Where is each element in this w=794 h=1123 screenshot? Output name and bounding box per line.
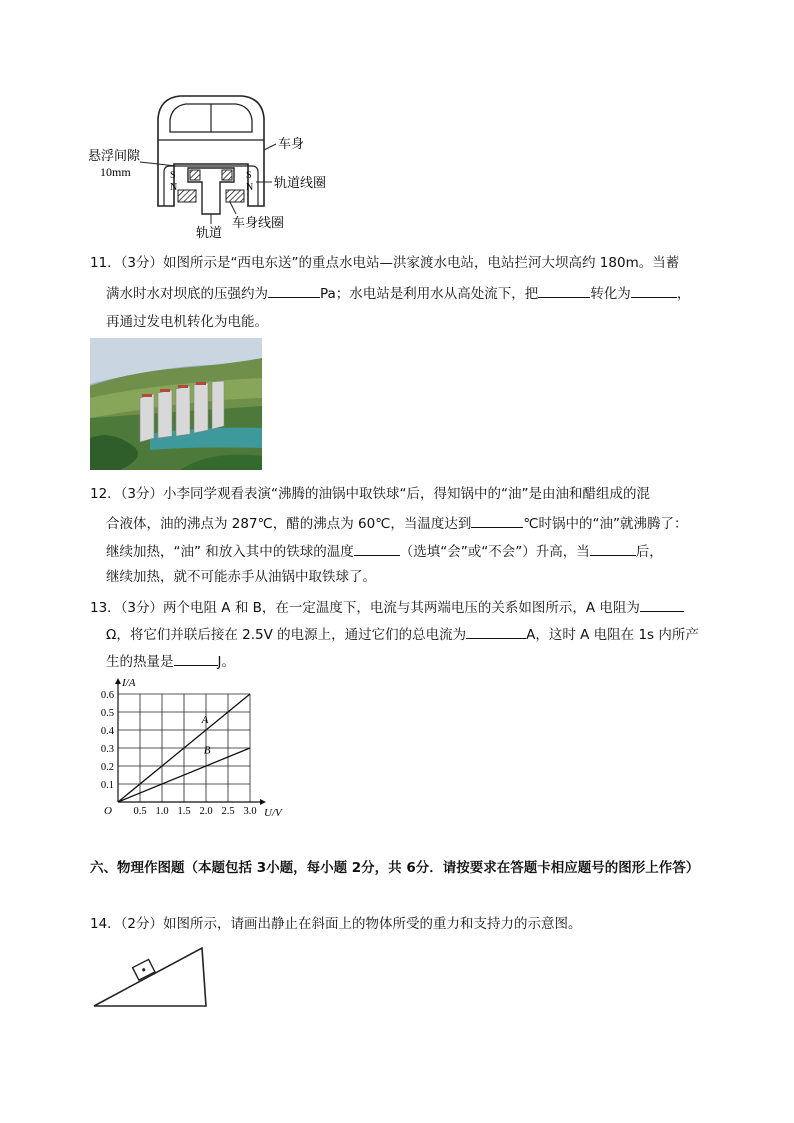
q13-text-d: 生的热量是: [106, 654, 174, 670]
body-coil-label: 车身线圈: [232, 216, 285, 231]
gap-label: 悬浮间隙: [88, 149, 141, 164]
x-tick-3: 2.0: [199, 806, 213, 817]
q12-line4: 继续加热，就不可能赤手从油锅中取铁球了。: [106, 569, 376, 585]
track-coil-label: 轨道线圈: [274, 176, 327, 191]
q12-text-e: 后，: [635, 544, 663, 560]
x-tick-2: 1.5: [177, 806, 191, 817]
q11-text-a: 满水时水对坝底的压强约为: [106, 286, 268, 302]
q11-line1: 11．（3分）如图所示是“西电东送”的重点水电站—洪家渡水电站，电站拦河大坝高约 180m。当蓄: [90, 255, 680, 271]
q13-text-a: 13．（3分）两个电阻 A 和 B，在一定温度下，电流与其两端电压的关系如图所示，A 电阻为: [90, 600, 640, 616]
x-axis-label: U/V: [264, 807, 282, 819]
q12-blank-rise[interactable]: [354, 541, 400, 556]
q14-line1: 14．（2分）如图所示，请画出静止在斜面上的物体所受的重力和支持力的示意图。: [90, 916, 582, 932]
series-label-B: B: [203, 744, 211, 757]
q13-blank-heat[interactable]: [174, 651, 218, 666]
q13-text-c: A，这时 A 电阻在 1s 内所产: [526, 627, 699, 643]
body-label: 车身: [278, 137, 305, 152]
q13-line1: [90, 597, 684, 618]
x-tick-5: 3.0: [243, 806, 257, 817]
q13-text-b: Ω，将它们并联后接在 2.5V 的电源上，通过它们的总电流为: [106, 627, 467, 643]
q12-line2: [106, 513, 688, 534]
magnet-n-left: N: [170, 182, 178, 193]
dam-photo: [90, 338, 262, 470]
iu-chart-svg: [88, 676, 282, 820]
q12-text-d: （选填“会”或“不会”）升高，当: [399, 544, 590, 560]
maglev-figure: [80, 90, 350, 240]
q12-blank-condition[interactable]: [590, 541, 636, 556]
x-tick-4: 2.5: [221, 806, 235, 817]
q12-blank-temperature[interactable]: [471, 513, 523, 528]
y-tick-0: 0.1: [100, 780, 114, 791]
gap-value: 10mm: [100, 165, 131, 179]
q11-text-d: ，: [676, 286, 691, 302]
magnet-s-right: S: [246, 170, 252, 181]
incline-slope: [94, 948, 206, 1006]
q11-text-b: Pa；水电站是利用水从高处流下，把: [320, 286, 539, 302]
q13-blank-current[interactable]: [466, 624, 526, 639]
y-tick-5: 0.6: [100, 690, 114, 701]
q13-blank-resistance[interactable]: [640, 597, 684, 612]
block-on-slope: [133, 959, 155, 980]
y-axis-label: I/A: [122, 677, 136, 689]
dam-photo-image: [90, 338, 262, 470]
x-tick-0: 0.5: [133, 806, 147, 817]
q12-text-a: 合液体，油的沸点为 287℃，醋的沸点为 60℃，当温度达到: [106, 516, 472, 532]
series-label-A: A: [201, 713, 209, 726]
q11-blank-pressure[interactable]: [268, 283, 320, 298]
y-axis-arrow: [115, 678, 121, 684]
x-tick-1: 1.0: [155, 806, 169, 817]
maglev-diagram: [80, 90, 350, 240]
q13-line2: [106, 624, 699, 645]
q13-line3: [106, 651, 235, 672]
q12-text-c: 继续加热，“油” 和放入其中的铁球的温度: [106, 544, 354, 560]
q11-blank-energy-from[interactable]: [538, 283, 590, 298]
y-tick-4: 0.5: [100, 708, 114, 719]
incline-diagram: [90, 944, 220, 1010]
section6-title: 六、物理作图题（本题包括 3小题，每小题 2分，共 6分．请按要求在答题卡相应题号的图形上作答）: [90, 860, 700, 876]
y-tick-1: 0.2: [100, 762, 114, 773]
incline-figure: [90, 944, 220, 1010]
q11-line3: 再通过发电机转化为电能。: [106, 314, 268, 330]
y-tick-3: 0.4: [100, 726, 114, 737]
q11-text-c: 转化为: [590, 286, 631, 302]
iu-chart: [88, 676, 282, 820]
y-tick-2: 0.3: [100, 744, 114, 755]
x-axis-arrow: [260, 799, 266, 805]
magnet-n-right: N: [246, 182, 254, 193]
q12-line1: 12．（3分）小李同学观看表演“沸腾的油锅中取铁球“后，得知锅中的“油”是由油和醋组成的混: [90, 486, 650, 502]
q11-blank-energy-to[interactable]: [631, 283, 677, 298]
q13-text-e: J。: [217, 654, 235, 670]
q12-text-b: ℃时锅中的“油”就沸腾了：: [523, 516, 688, 532]
origin-label: O: [104, 805, 112, 817]
track-label: 轨道: [196, 226, 223, 241]
q12-line3: [106, 541, 663, 562]
magnet-s-left: S: [170, 170, 176, 181]
q11-line2: [106, 283, 690, 304]
